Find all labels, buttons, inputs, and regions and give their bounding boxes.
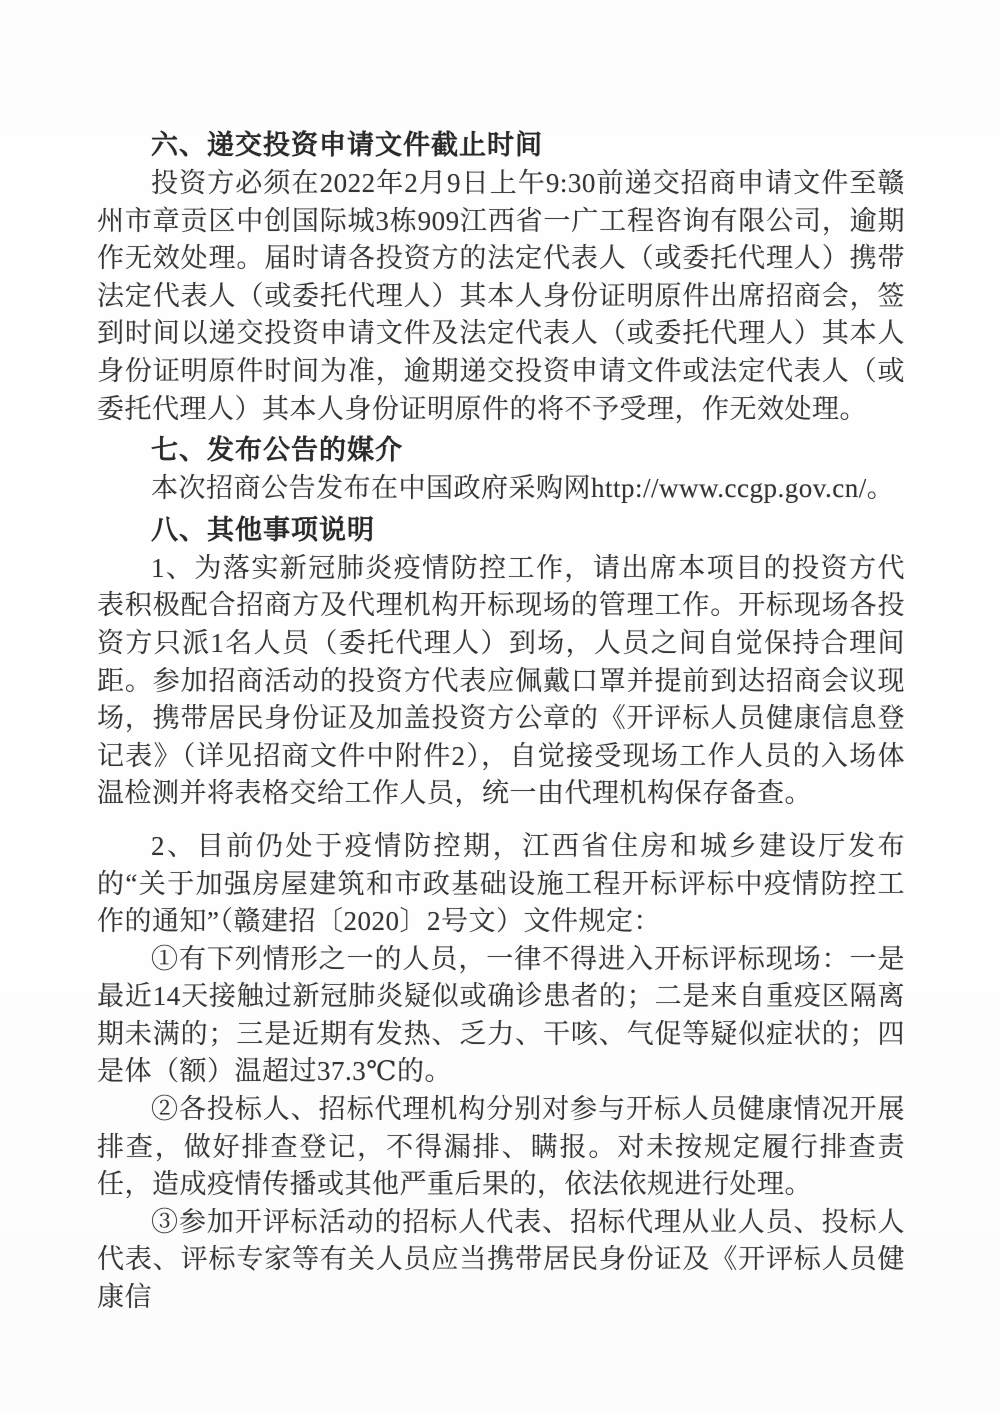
section-heading-deadline: 六、递交投资申请文件截止时间 bbox=[151, 130, 543, 160]
paragraph-covid-control-item-2: 2、目前仍处于疫情防控期，江西省住房和城乡建设厅发布的“关于加强房屋建筑和市政基础设施工程开标评标中疫情防控工作的通知”（赣建招〔2020〕2号文）文件规定： bbox=[97, 830, 905, 937]
paragraph-rule-circled-3: ③参加开评标活动的招标人代表、招标代理从业人员、投标人代表、评标专家等有关人员应当携带居民身份证及《开评标人员健康信 bbox=[97, 1206, 905, 1313]
paragraph-rule-circled-1: ①有下列情形之一的人员，一律不得进入开标评标现场：一是最近14天接触过新冠肺炎疑似或确诊患者的；二是来自重疫区隔离期未满的；三是近期有发热、乏力、干咳、气促等疑似症状的；四是体（额）温超过37.3℃的。 bbox=[97, 943, 905, 1087]
paragraph-submission-deadline: 投资方必须在2022年2月9日上午9:30前递交招商申请文件至赣州市章贡区中创国际城3栋909江西省一广工程咨询有限公司，逾期作无效处理。届时请各投资方的法定代表人（或委托代理人）携带法定代表人（或委托代理人）其本人身份证明原件出席招商会，签到时间以递交投资申请文件及法定代表人（或委托代理人）其本人身份证明原件时间为准，逾期递交投资申请文件或法定代表人（或委托代理人）其本人身份证明原件的将不予受理，作无效处理。 bbox=[97, 168, 905, 424]
paragraph-announcement-website: 本次招商公告发布在中国政府采购网http://www.ccgp.gov.cn/。 bbox=[151, 473, 895, 504]
section-heading-other-matters: 八、其他事项说明 bbox=[151, 514, 375, 545]
section-heading-announcement-media: 七、发布公告的媒介 bbox=[151, 435, 403, 466]
paragraph-rule-circled-2: ②各投标人、招标代理机构分别对参与开标人员健康情况开展排查，做好排查登记，不得漏排、瞒报。对未按规定履行排查责任，造成疫情传播或其他严重后果的，依法依规进行处理。 bbox=[97, 1094, 905, 1200]
paragraph-covid-control-item-1: 1、为落实新冠肺炎疫情防控工作，请出席本项目的投资方代表积极配合招商方及代理机构开标现场的管理工作。开标现场各投资方只派1名人员（委托代理人）到场，人员之间自觉保持合理间距。参加招商活动的投资方代表应佩戴口罩并提前到达招商会议现场，携带居民身份证及加盖投资方公章的《开评标人员健康信息登记表》（详见招商文件中附件2），自觉接受现场工作人员的入场体温检测并将表格交给工作人员，统一由代理机构保存备查。 bbox=[97, 552, 905, 809]
